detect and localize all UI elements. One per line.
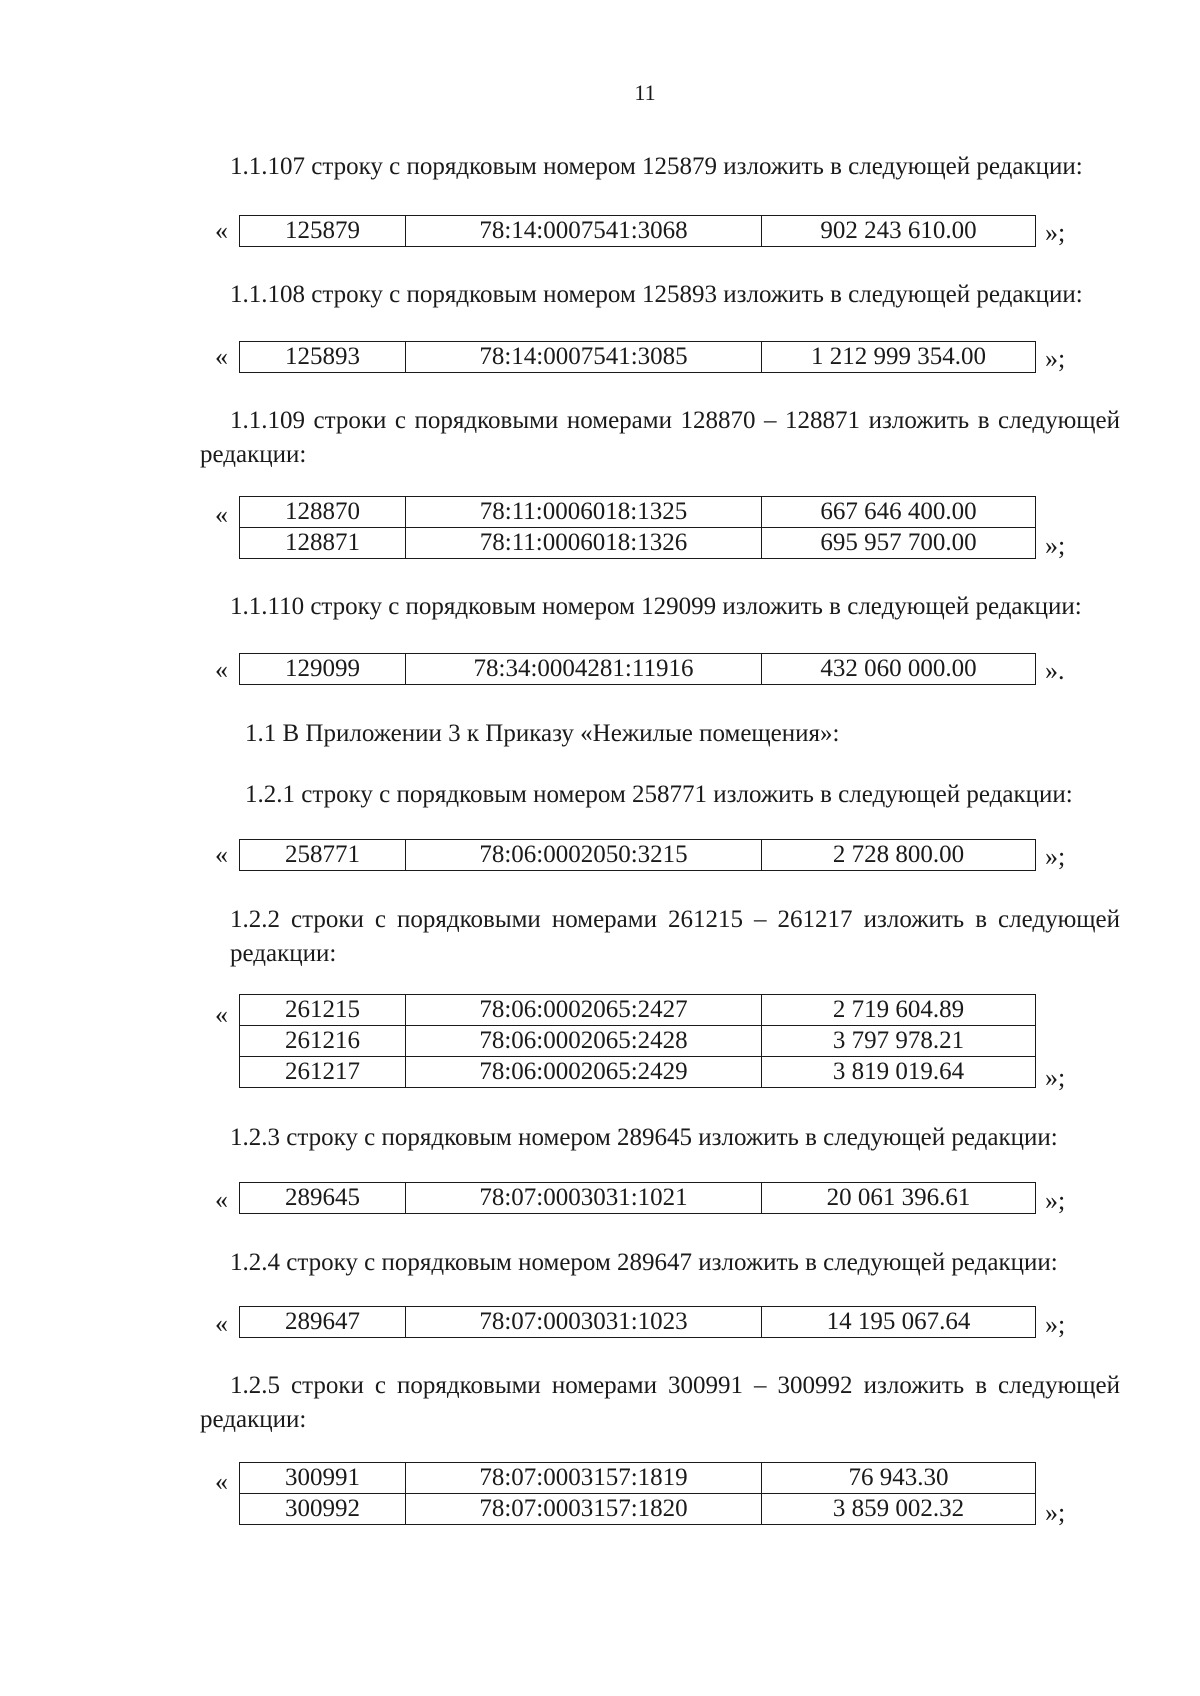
cell-cadastral: 78:06:0002065:2428	[406, 1026, 762, 1057]
table-1-2-4	[239, 1306, 1036, 1338]
paragraph-text: 1.1.110 строку с порядковым номером 129099 изложить в следующей редакции:	[230, 593, 1082, 620]
table-1-1-108	[239, 341, 1036, 373]
cell-number: 261216	[240, 1026, 406, 1057]
cell-cadastral: 78:06:0002065:2427	[406, 995, 762, 1026]
open-quote: «	[215, 1185, 228, 1214]
close-quote: »;	[1045, 1498, 1066, 1527]
table-row	[240, 1183, 1036, 1214]
cell-number: 125879	[240, 216, 406, 247]
open-quote: «	[215, 1309, 228, 1338]
paragraph-text: 1.2.4 строку с порядковым номером 289647 изложить в следующей редакции:	[230, 1249, 1058, 1276]
cell-number: 289647	[240, 1307, 406, 1338]
paragraph-text: 1.2.5 строки с порядковыми номерами 300991 – 300992 изложить в следующей	[230, 1372, 1120, 1399]
paragraph-1-1-107	[200, 150, 1120, 184]
paragraph-text: 1.2.1 строку с порядковым номером 258771 изложить в следующей редакции:	[245, 781, 1073, 808]
close-quote: »;	[1045, 1063, 1066, 1092]
cell-value: 76 943.30	[762, 1463, 1036, 1494]
table-row	[240, 840, 1036, 871]
cell-number: 129099	[240, 654, 406, 685]
cell-number: 258771	[240, 840, 406, 871]
cell-number: 128870	[240, 497, 406, 528]
cell-cadastral: 78:06:0002050:3215	[406, 840, 762, 871]
cell-cadastral: 78:07:0003031:1021	[406, 1183, 762, 1214]
paragraph-1-2-4	[200, 1246, 1120, 1280]
close-quote: »;	[1045, 531, 1066, 560]
cell-value: 3 819 019.64	[762, 1057, 1036, 1088]
cell-cadastral: 78:07:0003157:1819	[406, 1463, 762, 1494]
paragraph-text: 1.1 В Приложении 3 к Приказу «Нежилые помещения»:	[245, 720, 840, 747]
cell-value: 902 243 610.00	[762, 216, 1036, 247]
open-quote: «	[215, 216, 228, 245]
table-1-1-107	[239, 215, 1036, 247]
cell-value: 2 728 800.00	[762, 840, 1036, 871]
table-row	[240, 497, 1036, 528]
table-row	[240, 654, 1036, 685]
open-quote: «	[215, 342, 228, 371]
close-quote: »;	[1045, 1310, 1066, 1339]
cell-value: 667 646 400.00	[762, 497, 1036, 528]
cell-cadastral: 78:14:0007541:3068	[406, 216, 762, 247]
open-quote: «	[215, 840, 228, 869]
cell-value: 20 061 396.61	[762, 1183, 1036, 1214]
cell-number: 261217	[240, 1057, 406, 1088]
table-1-2-1	[239, 839, 1036, 871]
cell-cadastral: 78:11:0006018:1326	[406, 528, 762, 559]
paragraph-text-continuation: редакции:	[200, 441, 307, 468]
close-quote: »;	[1045, 218, 1066, 247]
open-quote: «	[215, 1000, 228, 1029]
table-row	[240, 216, 1036, 247]
paragraph-1-1-110	[200, 590, 1120, 624]
cell-number: 261215	[240, 995, 406, 1026]
table-1-1-109	[239, 496, 1036, 559]
paragraph-text: 1.2.2 строки с порядковыми номерами 261215 – 261217 изложить в следующей	[230, 906, 1120, 933]
paragraph-1-2-3	[200, 1121, 1120, 1155]
cell-value: 695 957 700.00	[762, 528, 1036, 559]
paragraph-text-continuation: редакции:	[230, 940, 337, 967]
paragraph-text: 1.1.108 строку с порядковым номером 125893 изложить в следующей редакции:	[230, 281, 1083, 308]
paragraph-text: 1.2.3 строку с порядковым номером 289645 изложить в следующей редакции:	[230, 1124, 1058, 1151]
table-1-2-2	[239, 994, 1036, 1088]
table-row	[240, 528, 1036, 559]
open-quote: «	[215, 500, 228, 529]
table-row	[240, 1494, 1036, 1525]
cell-value: 1 212 999 354.00	[762, 342, 1036, 373]
table-row	[240, 1057, 1036, 1088]
close-quote: ».	[1045, 656, 1065, 685]
cell-number: 289645	[240, 1183, 406, 1214]
cell-cadastral: 78:06:0002065:2429	[406, 1057, 762, 1088]
cell-value: 432 060 000.00	[762, 654, 1036, 685]
cell-value: 2 719 604.89	[762, 995, 1036, 1026]
cell-cadastral: 78:34:0004281:11916	[406, 654, 762, 685]
paragraph-text: 1.1.109 строки с порядковыми номерами 128870 – 128871 изложить в следующей	[230, 407, 1120, 434]
table-1-2-5	[239, 1462, 1036, 1525]
page-number: 11	[634, 80, 656, 105]
cell-value: 3 859 002.32	[762, 1494, 1036, 1525]
table-1-2-3	[239, 1182, 1036, 1214]
cell-number: 128871	[240, 528, 406, 559]
close-quote: »;	[1045, 1186, 1066, 1215]
cell-value: 3 797 978.21	[762, 1026, 1036, 1057]
table-row	[240, 1307, 1036, 1338]
paragraph-1-2-1	[200, 778, 1120, 812]
paragraph-1-1-108	[200, 278, 1120, 312]
paragraph-1-1-109	[200, 404, 1120, 472]
cell-cadastral: 78:07:0003157:1820	[406, 1494, 762, 1525]
cell-number: 300992	[240, 1494, 406, 1525]
table-row	[240, 1463, 1036, 1494]
open-quote: «	[215, 1467, 228, 1496]
cell-value: 14 195 067.64	[762, 1307, 1036, 1338]
paragraph-text: 1.1.107 строку с порядковым номером 125879 изложить в следующей редакции:	[230, 153, 1083, 180]
cell-number: 125893	[240, 342, 406, 373]
table-1-1-110	[239, 653, 1036, 685]
table-row	[240, 995, 1036, 1026]
close-quote: »;	[1045, 842, 1066, 871]
cell-number: 300991	[240, 1463, 406, 1494]
paragraph-text-continuation: редакции:	[200, 1406, 307, 1433]
table-row	[240, 1026, 1036, 1057]
paragraph-appendix-3	[215, 717, 1015, 751]
table-row	[240, 342, 1036, 373]
paragraph-1-2-2	[200, 903, 1120, 971]
paragraph-1-2-5	[200, 1369, 1120, 1437]
open-quote: «	[215, 655, 228, 684]
cell-cadastral: 78:07:0003031:1023	[406, 1307, 762, 1338]
cell-cadastral: 78:11:0006018:1325	[406, 497, 762, 528]
cell-cadastral: 78:14:0007541:3085	[406, 342, 762, 373]
close-quote: »;	[1045, 344, 1066, 373]
